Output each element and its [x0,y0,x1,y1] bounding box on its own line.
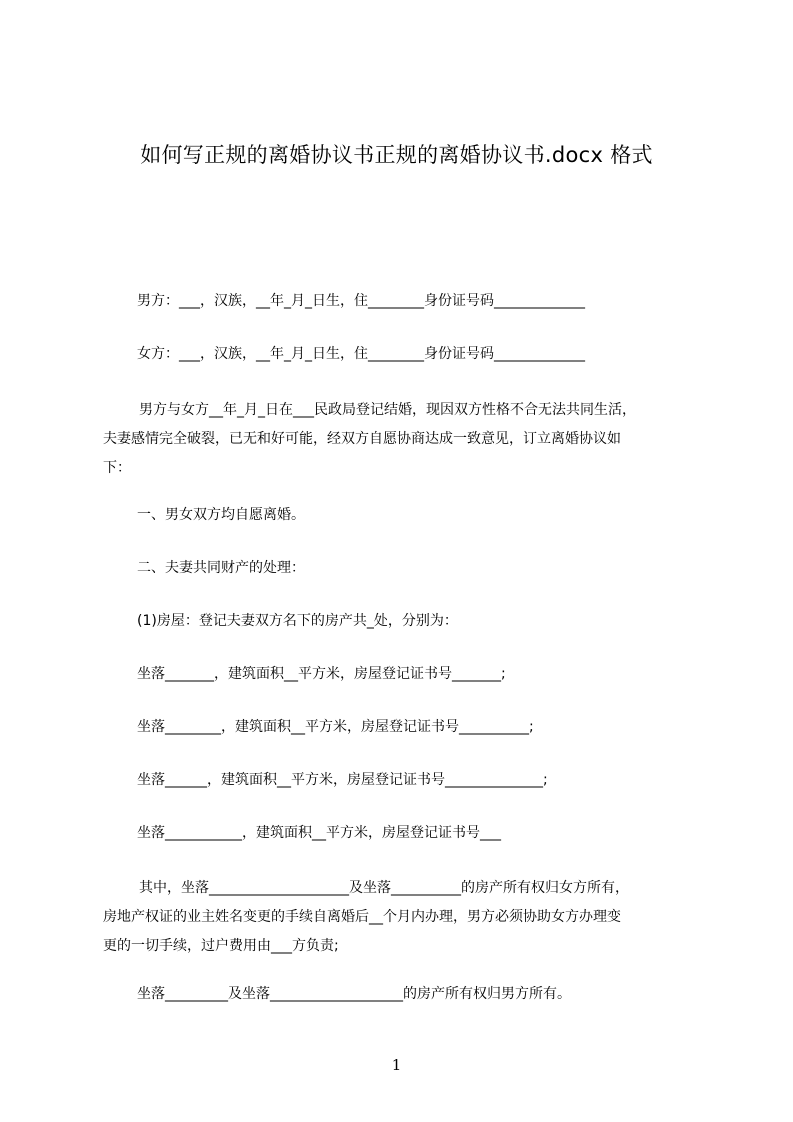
ownership-line-2: 房地产权证的业主姓名变更的手续自离婚后__个月内办理，男方必须协助女方办理变 [103,909,621,925]
intro-line-3: 下： [103,460,131,476]
house-item-2: 坐落________，建筑面积__平方米，房屋登记证书号__________; [137,719,534,735]
male-party-line: 男方：___，汉族，__年_月_日生，住________身份证号码_____________ [137,293,585,309]
male-ownership-line: 坐落_________及坐落___________________的房产所有权归男方所有。 [137,986,571,1002]
intro-line-2: 夫妻感情完全破裂，已无和好可能，经双方自愿协商达成一致意见，订立离婚协议如 [103,431,621,447]
page-number: 1 [391,1056,402,1074]
house-item-4: 坐落___________，建筑面积__平方米，房屋登记证书号___ [137,825,501,841]
clause-house: (1)房屋：登记夫妻双方名下的房产共_处，分别为： [137,613,458,629]
house-item-1: 坐落_______，建筑面积__平方米，房屋登记证书号_______; [137,666,506,682]
ownership-line-1: 其中，坐落____________________及坐落__________的房产所有权归女方所有， [139,880,629,896]
clause-divorce: 一、男女双方均自愿离婚。 [137,507,305,523]
house-item-3: 坐落______，建筑面积__平方米，房屋登记证书号______________; [137,772,548,788]
ownership-paragraph [103,874,693,961]
intro-line-1: 男方与女方__年_月_日在___民政局登记结婚，现因双方性格不合无法共同生活， [139,402,636,418]
intro-paragraph [103,396,693,483]
clause-property: 二、夫妻共同财产的处理： [137,560,305,576]
ownership-line-3: 更的一切手续，过户费用由___方负责; [103,938,339,954]
document-title: 如何写正规的离婚协议书正规的离婚协议书.docx 格式 [140,143,653,167]
female-party-line: 女方：___，汉族，__年_月_日生，住________身份证号码_____________ [137,346,585,362]
